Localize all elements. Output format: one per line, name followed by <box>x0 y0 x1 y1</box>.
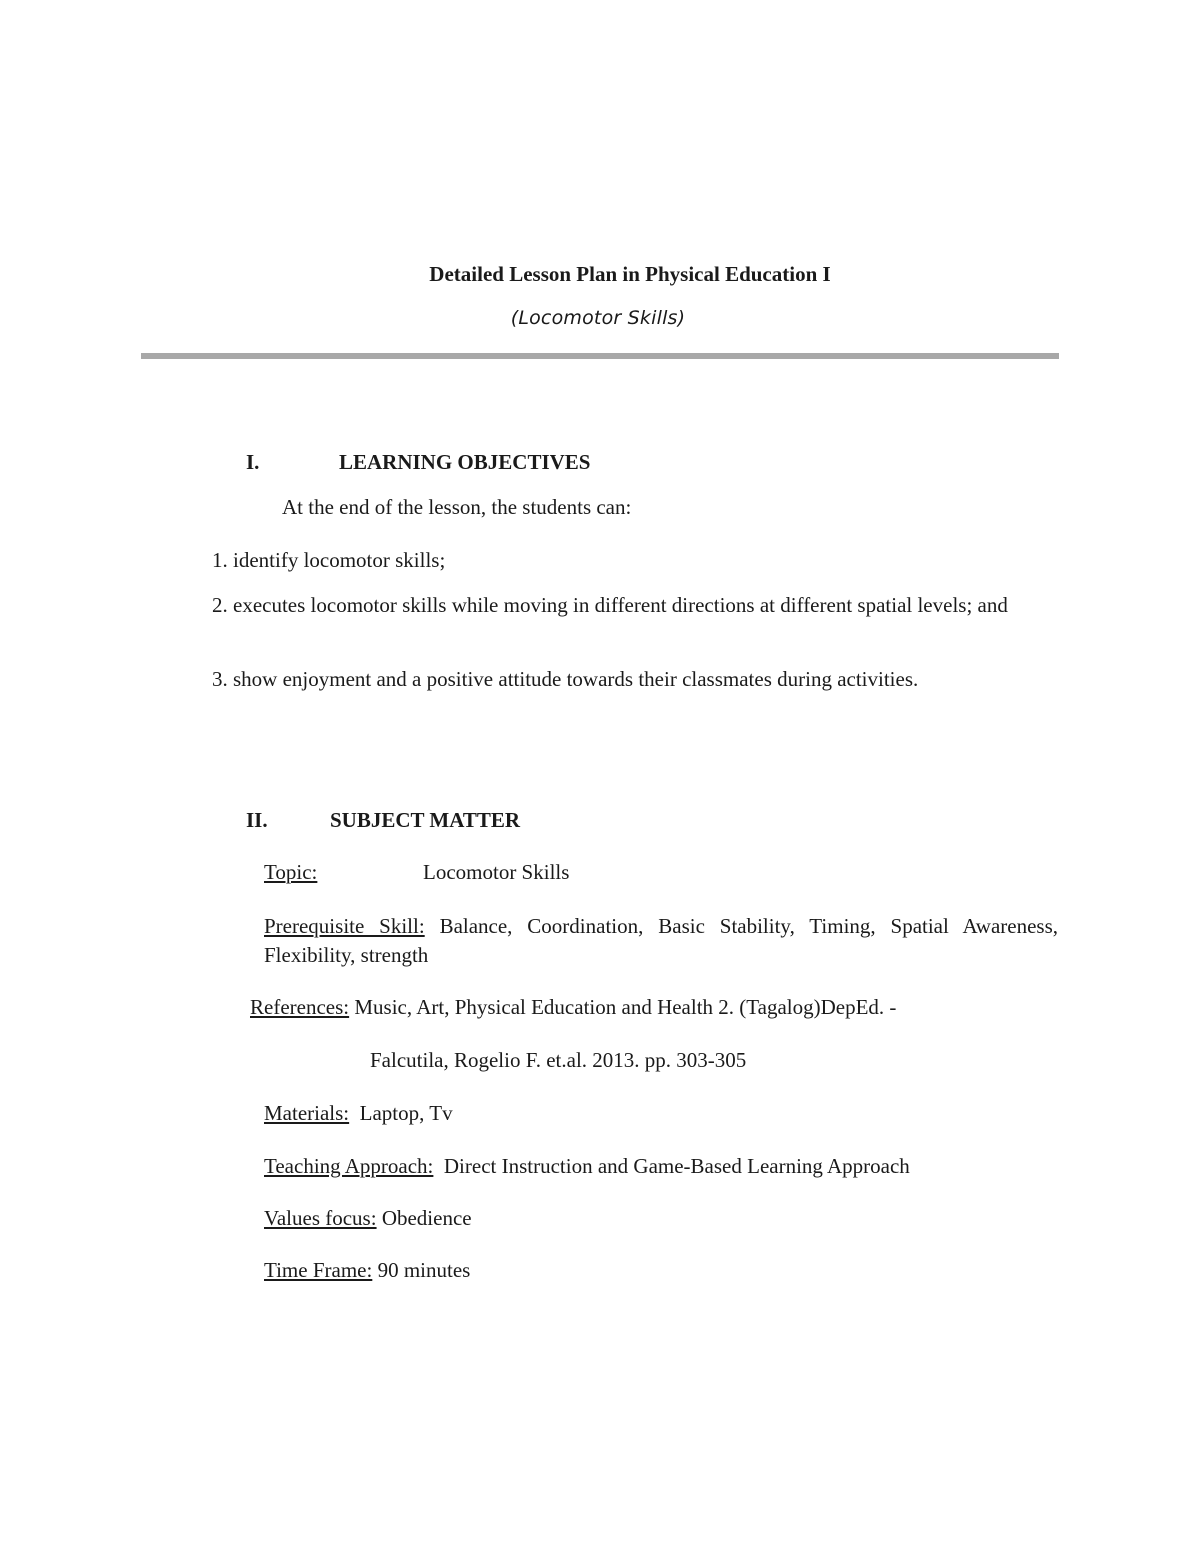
references-continuation: Falcutila, Rogelio F. et.al. 2013. pp. 303-305 <box>370 1048 747 1072</box>
section-title: SUBJECT MATTER <box>330 808 521 832</box>
references-label: References: <box>250 995 350 1019</box>
horizontal-rule <box>141 353 1059 359</box>
topic-row <box>264 860 570 885</box>
values-row <box>264 1206 472 1231</box>
references-row <box>250 995 896 1020</box>
objective-item: 1. identify locomotor skills; <box>212 548 446 572</box>
objective-item: 3. show enjoyment and a positive attitude towards their classmates during activities. <box>212 667 919 691</box>
materials-value: Laptop, Tv <box>359 1101 453 1125</box>
materials-row <box>264 1101 453 1126</box>
time-frame-value: 90 minutes <box>377 1258 471 1282</box>
prerequisite-row <box>264 912 1058 970</box>
values-value: Obedience <box>381 1206 472 1230</box>
approach-label: Teaching Approach: <box>264 1154 434 1178</box>
document-title: Detailed Lesson Plan in Physical Education I <box>429 262 831 286</box>
prerequisite-value: Balance, Coordination, Basic Stability, Timing, Spatial Awareness, Flexibility, strength <box>264 914 1058 967</box>
objectives-intro: At the end of the lesson, the students can: <box>282 495 632 519</box>
section-title: LEARNING OBJECTIVES <box>339 450 591 474</box>
time-frame-row <box>264 1258 470 1283</box>
topic-value: Locomotor Skills <box>423 860 570 884</box>
approach-row <box>264 1154 910 1179</box>
topic-label: Topic: <box>264 860 318 884</box>
document-subtitle: (Locomotor Skills) <box>510 307 686 329</box>
approach-value: Direct Instruction and Game-Based Learning Approach <box>443 1154 910 1178</box>
prerequisite-label: Prerequisite Skill: <box>264 914 425 938</box>
references-value: Music, Art, Physical Education and Health 2. (Tagalog)DepEd. - <box>354 995 897 1019</box>
values-label: Values focus: <box>264 1206 377 1230</box>
time-frame-label: Time Frame: <box>264 1258 373 1282</box>
section-number: II. <box>246 808 268 832</box>
section-number: I. <box>246 450 260 474</box>
materials-label: Materials: <box>264 1101 350 1125</box>
objective-item: 2. executes locomotor skills while moving in different directions at different spatial levels; and <box>212 593 1008 617</box>
